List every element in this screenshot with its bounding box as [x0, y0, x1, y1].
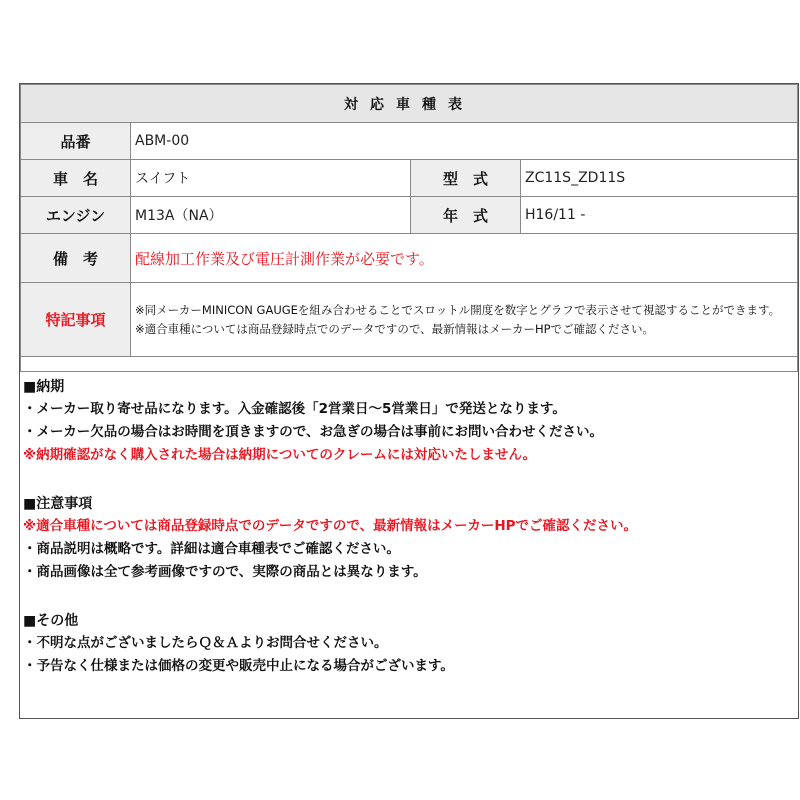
engine-label: エンジン [21, 197, 131, 234]
part-no-value: ABM-00 [131, 123, 798, 160]
notice-sections [20, 376, 798, 678]
other-heading: ■その他 [23, 613, 79, 629]
year-label: 年 式 [411, 197, 521, 234]
table-row [21, 234, 798, 283]
special-note-line: ※適合車種については商品登録時点でのデータですので、最新情報はメーカーHPでご確認ください。 [135, 321, 655, 336]
delivery-line: ・メーカー取り寄せ品になります。入金確認後「2営業日～5営業日」で発送となります。 [23, 401, 566, 417]
special-note-line: ※同メーカーMINICON GAUGEを組み合わせることでスロットル開度を数字とグラフで表示させて視認することができます。 [135, 302, 781, 317]
caution-heading: ■注意事項 [23, 496, 93, 512]
model-label: 型 式 [411, 160, 521, 197]
table-title: 対応車種表 [21, 85, 798, 123]
other-line: ・不明な点がございましたらＱ＆Ａよりお問合せください。 [23, 635, 388, 651]
remarks-label: 備 考 [21, 234, 131, 283]
table-row [21, 123, 798, 160]
blank-cell [21, 357, 798, 372]
engine-value: M13A（NA） [131, 197, 411, 234]
part-no-label: 品番 [21, 123, 131, 160]
delivery-line: ・メーカー欠品の場合はお時間を頂きますので、お急ぎの場合は事前にお問い合わせください。 [23, 424, 603, 440]
other-section [23, 610, 798, 678]
table-row [21, 283, 798, 357]
delivery-heading: ■納期 [23, 379, 65, 395]
table-row-blank [21, 357, 798, 372]
caution-warning-line: ※適合車種については商品登録時点でのデータですので、最新情報はメーカーHPでご確認ください。 [23, 518, 638, 534]
compatibility-sheet [19, 83, 799, 719]
delivery-warning-line: ※納期確認がなく購入された場合は納期についてのクレームには対応いたしません。 [23, 447, 537, 463]
car-name-label: 車 名 [21, 160, 131, 197]
caution-line: ・商品画像は全て参考画像ですので、実際の商品とは異なります。 [23, 564, 427, 580]
special-notes-value [131, 283, 798, 357]
caution-section [23, 493, 798, 584]
caution-line: ・商品説明は概略です。詳細は適合車種表でご確認ください。 [23, 541, 400, 557]
remarks-value: 配線加工作業及び電圧計測作業が必要です。 [131, 234, 798, 283]
delivery-section [23, 376, 798, 467]
model-value: ZC11S_ZD11S [521, 160, 798, 197]
table-title-row [21, 85, 798, 123]
table-row [21, 160, 798, 197]
car-name-value: スイフト [131, 160, 411, 197]
special-notes-label: 特記事項 [21, 283, 131, 357]
year-value: H16/11 - [521, 197, 798, 234]
other-line: ・予告なく仕様または価格の変更や販売中止になる場合がございます。 [23, 658, 454, 674]
compatibility-table [20, 84, 798, 372]
table-row [21, 197, 798, 234]
